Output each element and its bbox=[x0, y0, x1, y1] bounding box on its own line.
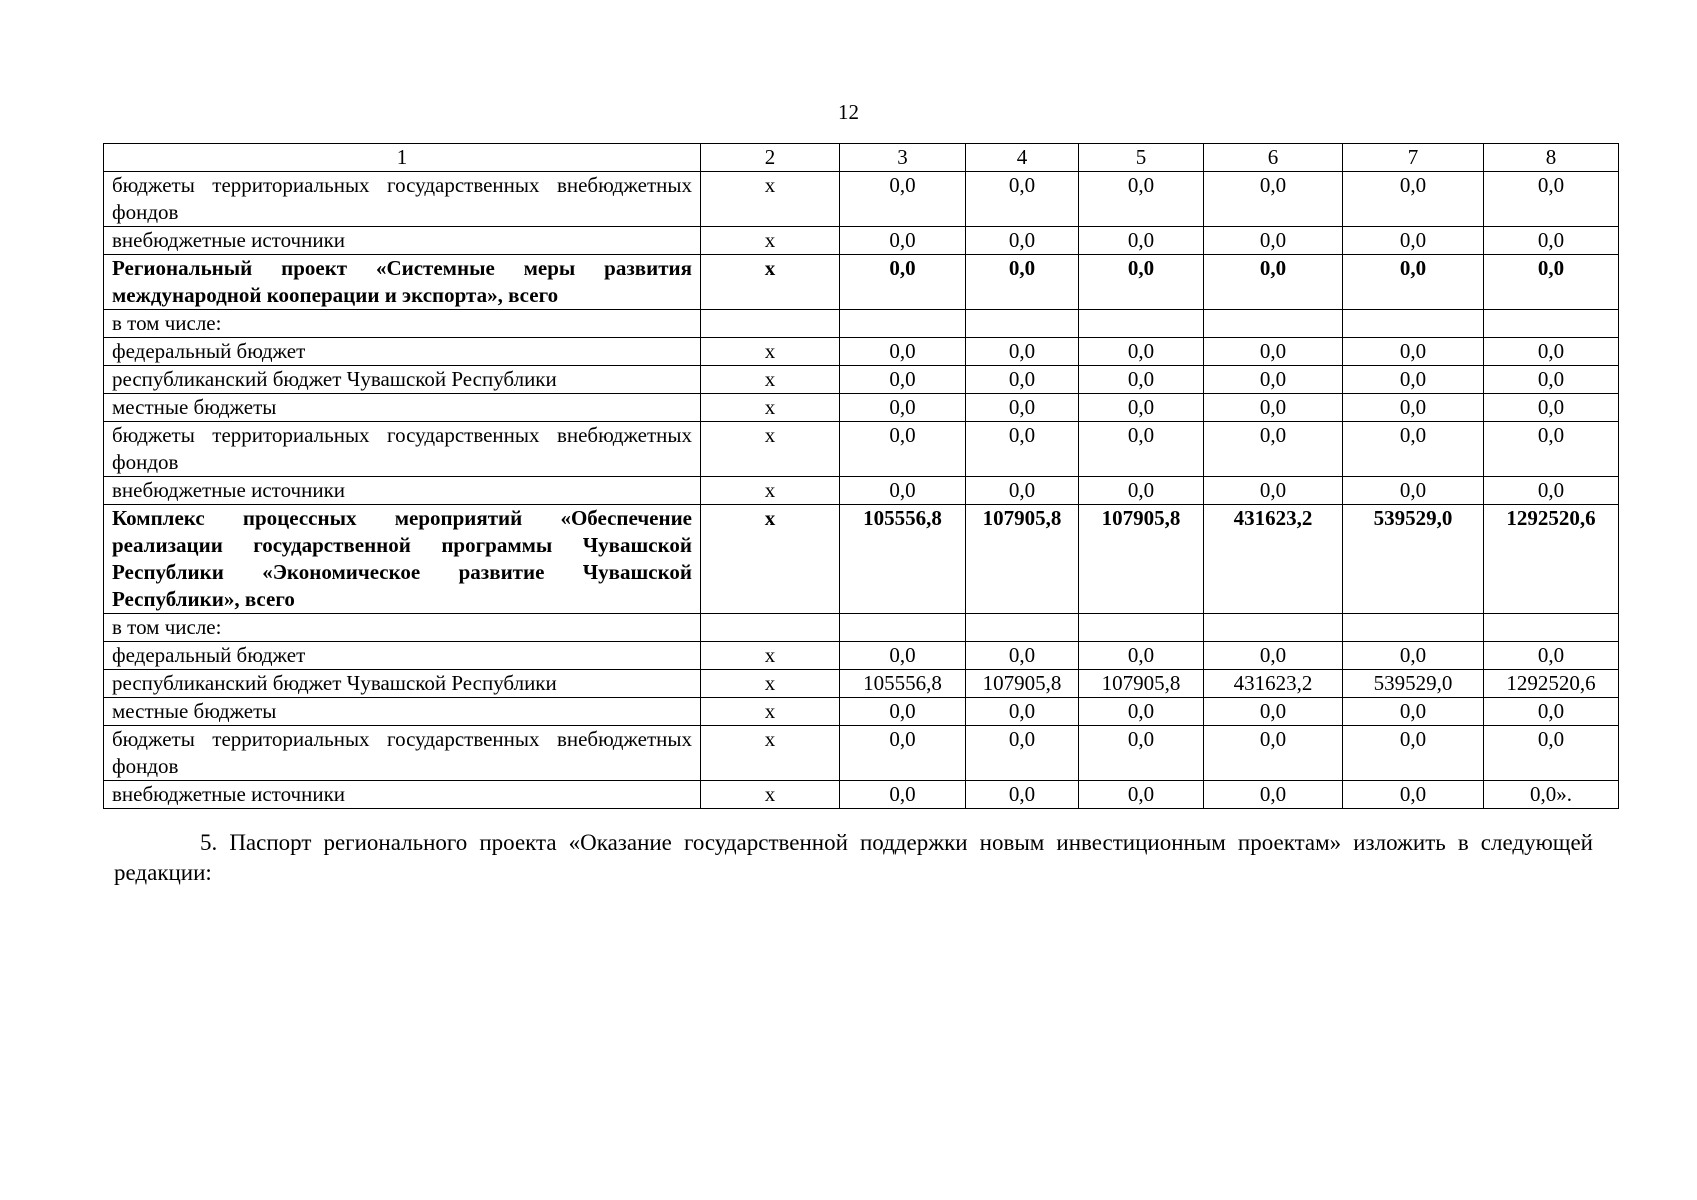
table-cell: 105556,8 bbox=[840, 670, 966, 698]
table-cell bbox=[1484, 614, 1619, 642]
table-cell bbox=[840, 310, 966, 338]
table-header-cell: 3 bbox=[840, 144, 966, 172]
table-cell: 0,0 bbox=[840, 726, 966, 781]
table-cell: 0,0 bbox=[1079, 477, 1204, 505]
table-cell: х bbox=[701, 698, 840, 726]
table-cell: 0,0 bbox=[1204, 781, 1343, 809]
table-cell: 0,0 bbox=[1204, 422, 1343, 477]
table-header-cell: 4 bbox=[966, 144, 1079, 172]
table-cell: х bbox=[701, 227, 840, 255]
table-cell bbox=[1343, 310, 1484, 338]
table-cell: 0,0 bbox=[1343, 422, 1484, 477]
row-label: в том числе: bbox=[104, 614, 701, 642]
row-label: бюджеты территориальных государственных внебюджетных фондов bbox=[104, 172, 701, 227]
table-row bbox=[104, 366, 1619, 394]
table-cell: 0,0 bbox=[1079, 642, 1204, 670]
table-cell: х bbox=[701, 642, 840, 670]
table-cell: 0,0 bbox=[1204, 477, 1343, 505]
table-cell: 0,0 bbox=[1484, 255, 1619, 310]
table-cell: 0,0 bbox=[1343, 172, 1484, 227]
table-cell: 0,0 bbox=[966, 477, 1079, 505]
table-cell: 0,0 bbox=[1484, 698, 1619, 726]
table-cell: 0,0 bbox=[1484, 366, 1619, 394]
row-label: внебюджетные источники bbox=[104, 227, 701, 255]
budget-table bbox=[103, 143, 1619, 809]
row-label: Региональный проект «Системные меры развития международной кооперации и экспорта», всего bbox=[104, 255, 701, 310]
table-row bbox=[104, 614, 1619, 642]
table-cell: 107905,8 bbox=[966, 505, 1079, 614]
table-cell: 0,0 bbox=[840, 698, 966, 726]
table-cell: 0,0 bbox=[1204, 726, 1343, 781]
table-row bbox=[104, 394, 1619, 422]
table-cell bbox=[701, 614, 840, 642]
table-row bbox=[104, 726, 1619, 781]
table-cell: 0,0 bbox=[1204, 642, 1343, 670]
table-cell: 0,0 bbox=[840, 394, 966, 422]
table-cell: 0,0 bbox=[1484, 394, 1619, 422]
table-cell: 0,0 bbox=[966, 227, 1079, 255]
table-cell: 539529,0 bbox=[1343, 505, 1484, 614]
table-cell: 0,0». bbox=[1484, 781, 1619, 809]
table-cell: х bbox=[701, 255, 840, 310]
table-cell bbox=[1204, 310, 1343, 338]
table-cell: 0,0 bbox=[1343, 698, 1484, 726]
table-cell: 0,0 bbox=[1343, 255, 1484, 310]
table-cell: 0,0 bbox=[1079, 366, 1204, 394]
table-cell: 431623,2 bbox=[1204, 505, 1343, 614]
table-row bbox=[104, 781, 1619, 809]
table-cell: 0,0 bbox=[1343, 477, 1484, 505]
table-cell: 0,0 bbox=[840, 338, 966, 366]
table-cell bbox=[701, 310, 840, 338]
table-cell: 0,0 bbox=[1079, 255, 1204, 310]
table-cell: 0,0 bbox=[840, 422, 966, 477]
table-cell: 0,0 bbox=[966, 366, 1079, 394]
table-cell: х bbox=[701, 172, 840, 227]
row-label: федеральный бюджет bbox=[104, 338, 701, 366]
table-cell: 0,0 bbox=[966, 338, 1079, 366]
body-paragraph: 5. Паспорт регионального проекта «Оказание государственной поддержки новым инвестиционным проектам» изложить в следующей редакции: bbox=[114, 830, 1593, 885]
table-cell: 1292520,6 bbox=[1484, 505, 1619, 614]
table-header-cell: 2 bbox=[701, 144, 840, 172]
table-cell: 0,0 bbox=[840, 781, 966, 809]
table-header-cell: 8 bbox=[1484, 144, 1619, 172]
table-cell: 0,0 bbox=[1484, 726, 1619, 781]
row-label: бюджеты территориальных государственных внебюджетных фондов bbox=[104, 726, 701, 781]
row-label: федеральный бюджет bbox=[104, 642, 701, 670]
table-cell: 0,0 bbox=[1204, 255, 1343, 310]
table-cell: 0,0 bbox=[1484, 338, 1619, 366]
table-row bbox=[104, 477, 1619, 505]
table-cell: х bbox=[701, 394, 840, 422]
table-row bbox=[104, 255, 1619, 310]
table-cell: 0,0 bbox=[1343, 726, 1484, 781]
table-cell: 0,0 bbox=[1204, 698, 1343, 726]
table-cell: х bbox=[701, 477, 840, 505]
row-label: внебюджетные источники bbox=[104, 477, 701, 505]
table-header-cell: 6 bbox=[1204, 144, 1343, 172]
row-label: бюджеты территориальных государственных внебюджетных фондов bbox=[104, 422, 701, 477]
table-cell: 0,0 bbox=[1079, 172, 1204, 227]
table-row bbox=[104, 172, 1619, 227]
table-cell: 0,0 bbox=[840, 366, 966, 394]
table-cell bbox=[1484, 310, 1619, 338]
table-cell bbox=[966, 614, 1079, 642]
table-cell: 0,0 bbox=[840, 477, 966, 505]
table-cell: 0,0 bbox=[1204, 227, 1343, 255]
table-cell: 1292520,6 bbox=[1484, 670, 1619, 698]
table-cell: 0,0 bbox=[840, 255, 966, 310]
table-cell: 0,0 bbox=[966, 781, 1079, 809]
table-row bbox=[104, 670, 1619, 698]
table-cell: 0,0 bbox=[840, 642, 966, 670]
table-cell: х bbox=[701, 670, 840, 698]
row-label: внебюджетные источники bbox=[104, 781, 701, 809]
row-label: местные бюджеты bbox=[104, 698, 701, 726]
table-cell: 0,0 bbox=[1343, 366, 1484, 394]
row-label: республиканский бюджет Чувашской Республики bbox=[104, 670, 701, 698]
table-cell: 0,0 bbox=[1484, 477, 1619, 505]
row-label: Комплекс процессных мероприятий «Обеспечение реализации государственной программы Чувашской Республики «Экономическое развитие Чувашской Республики», всего bbox=[104, 505, 701, 614]
table-header-cell: 1 bbox=[104, 144, 701, 172]
table-cell: 0,0 bbox=[1204, 394, 1343, 422]
table-cell: 0,0 bbox=[966, 394, 1079, 422]
table-cell: 0,0 bbox=[1343, 338, 1484, 366]
table-cell: 0,0 bbox=[1484, 422, 1619, 477]
row-label: республиканский бюджет Чувашской Республики bbox=[104, 366, 701, 394]
table-cell: 107905,8 bbox=[1079, 505, 1204, 614]
table-cell bbox=[1343, 614, 1484, 642]
table-cell bbox=[1079, 614, 1204, 642]
table-cell bbox=[1079, 310, 1204, 338]
table-cell: х bbox=[701, 338, 840, 366]
table-cell bbox=[966, 310, 1079, 338]
table-cell: 0,0 bbox=[966, 422, 1079, 477]
table-cell: 107905,8 bbox=[1079, 670, 1204, 698]
table-cell: 0,0 bbox=[1204, 366, 1343, 394]
table-cell: 0,0 bbox=[1343, 781, 1484, 809]
table-cell: 539529,0 bbox=[1343, 670, 1484, 698]
table-cell: 0,0 bbox=[1343, 642, 1484, 670]
table-cell: 0,0 bbox=[1079, 726, 1204, 781]
table-body bbox=[104, 172, 1619, 809]
table-cell: х bbox=[701, 726, 840, 781]
table-cell: х bbox=[701, 505, 840, 614]
row-label: в том числе: bbox=[104, 310, 701, 338]
table-cell: х bbox=[701, 422, 840, 477]
table-cell: 0,0 bbox=[1079, 698, 1204, 726]
table-cell: 0,0 bbox=[1079, 227, 1204, 255]
row-label: местные бюджеты bbox=[104, 394, 701, 422]
table-cell: 431623,2 bbox=[1204, 670, 1343, 698]
table-row bbox=[104, 338, 1619, 366]
table-row bbox=[104, 227, 1619, 255]
table-header-cell: 7 bbox=[1343, 144, 1484, 172]
table-cell: 0,0 bbox=[966, 698, 1079, 726]
table-cell: 0,0 bbox=[1079, 781, 1204, 809]
table-cell bbox=[840, 614, 966, 642]
table-row bbox=[104, 505, 1619, 614]
table-cell bbox=[1204, 614, 1343, 642]
page-number: 12 bbox=[838, 100, 859, 124]
table-header-cell: 5 bbox=[1079, 144, 1204, 172]
table-cell: 0,0 bbox=[1079, 394, 1204, 422]
table-row bbox=[104, 698, 1619, 726]
table-cell: х bbox=[701, 781, 840, 809]
table-row bbox=[104, 310, 1619, 338]
table-cell: 0,0 bbox=[840, 172, 966, 227]
table-cell: 0,0 bbox=[1343, 227, 1484, 255]
table-cell: 0,0 bbox=[840, 227, 966, 255]
table-cell: 107905,8 bbox=[966, 670, 1079, 698]
table-cell: 0,0 bbox=[1079, 338, 1204, 366]
table-cell: 0,0 bbox=[1484, 172, 1619, 227]
table-row bbox=[104, 422, 1619, 477]
table-cell: 0,0 bbox=[1484, 642, 1619, 670]
table-cell: 0,0 bbox=[1343, 394, 1484, 422]
table-cell: 0,0 bbox=[1079, 422, 1204, 477]
table-cell: 0,0 bbox=[966, 172, 1079, 227]
table-cell: 0,0 bbox=[1204, 338, 1343, 366]
table-cell: 0,0 bbox=[966, 642, 1079, 670]
table-row bbox=[104, 642, 1619, 670]
table-cell: 0,0 bbox=[1484, 227, 1619, 255]
table-cell: 0,0 bbox=[1204, 172, 1343, 227]
table-header-row bbox=[104, 144, 1619, 172]
table-cell: 0,0 bbox=[966, 726, 1079, 781]
table-cell: 0,0 bbox=[966, 255, 1079, 310]
table-cell: 105556,8 bbox=[840, 505, 966, 614]
table-cell: х bbox=[701, 366, 840, 394]
